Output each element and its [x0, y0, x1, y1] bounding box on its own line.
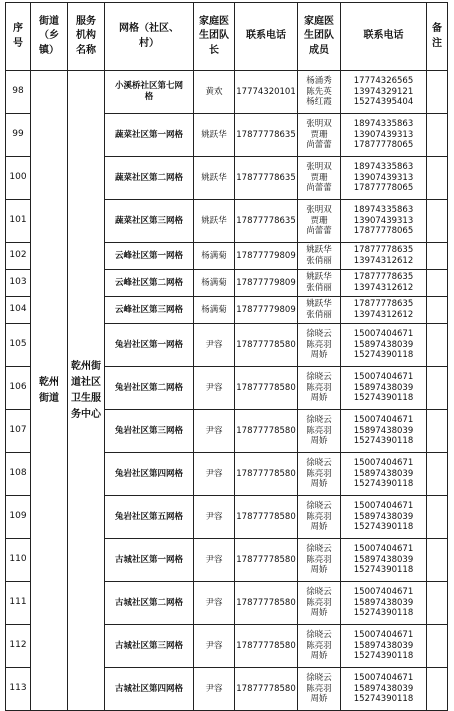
table-row: [6, 71, 448, 114]
cell-seq: 105: [6, 324, 31, 367]
cell-member-phones: [341, 324, 427, 367]
member-name: 周娇: [310, 393, 328, 404]
member-phone: 15897438039: [353, 597, 414, 608]
cell-member-phones: [341, 270, 427, 297]
cell-phone: 17877779809: [235, 243, 298, 270]
member-name: 陈亮羽: [306, 554, 332, 565]
member-phone: 15007404671: [353, 544, 414, 555]
member-phone: 15007404671: [353, 372, 414, 383]
cell-member-phones: [341, 625, 427, 668]
cell-note: [427, 453, 448, 496]
cell-member-phones: [341, 200, 427, 243]
cell-grid: 古城社区第一网格: [105, 539, 194, 582]
cell-member-phones: [341, 243, 427, 270]
cell-members: [298, 297, 341, 324]
cell-phone: 17877778580: [235, 324, 298, 367]
cell-member-phones: [341, 539, 427, 582]
member-phone: 18974335863: [353, 162, 414, 173]
cell-seq: 112: [6, 625, 31, 668]
cell-note: [427, 668, 448, 711]
member-phone: 17877778065: [353, 140, 414, 151]
cell-note: [427, 582, 448, 625]
member-phone: 15274390118: [353, 651, 414, 662]
cell-members: [298, 157, 341, 200]
contact-table: [5, 2, 448, 711]
cell-phone: 17877778580: [235, 582, 298, 625]
cell-note: [427, 324, 448, 367]
member-name: 徐晓云: [306, 415, 332, 426]
cell-leader: 姚跃华: [194, 200, 235, 243]
cell-grid: 古城社区第四网格: [105, 668, 194, 711]
cell-seq: 113: [6, 668, 31, 711]
cell-member-phones: [341, 668, 427, 711]
member-phone: 13907439313: [353, 129, 414, 140]
member-name: 贾珊: [310, 129, 328, 140]
member-name: 周娇: [310, 436, 328, 447]
member-name: 尚蕾蕾: [306, 140, 332, 151]
member-phone: 15274390118: [353, 479, 414, 490]
member-phone: 17877778635: [353, 245, 414, 256]
cell-note: [427, 243, 448, 270]
header-member-phones: 联系电话: [341, 3, 427, 71]
cell-note: [427, 496, 448, 539]
member-name: 徐晓云: [306, 587, 332, 598]
cell-grid: 蔬菜社区第三网格: [105, 200, 194, 243]
cell-member-phones: [341, 297, 427, 324]
cell-leader: 黄欢: [194, 71, 235, 114]
cell-grid: 古城社区第三网格: [105, 625, 194, 668]
cell-phone: 17877778635: [235, 157, 298, 200]
member-phone: 15274390118: [353, 694, 414, 705]
cell-grid: 兔岩社区第五网格: [105, 496, 194, 539]
member-name: 姚跃华: [306, 272, 332, 283]
member-phone: 17877778065: [353, 183, 414, 194]
cell-member-phones: [341, 453, 427, 496]
cell-leader: 杨满菊: [194, 243, 235, 270]
member-name: 周娇: [310, 608, 328, 619]
member-phone: 15897438039: [353, 554, 414, 565]
cell-members: [298, 200, 341, 243]
header-note: 备 注: [427, 3, 448, 71]
member-phone: 18974335863: [353, 119, 414, 130]
cell-phone: 17877778580: [235, 367, 298, 410]
cell-leader: 姚跃华: [194, 157, 235, 200]
member-name: 徐晓云: [306, 329, 332, 340]
member-name: 张明双: [306, 205, 332, 216]
header-leader: 家庭医 生团队 长: [194, 3, 235, 71]
member-name: 徐晓云: [306, 501, 332, 512]
member-phone: 17877778635: [353, 299, 414, 310]
member-phone: 15274390118: [353, 565, 414, 576]
member-name: 陈亮羽: [306, 339, 332, 350]
cell-grid: 云峰社区第二网格: [105, 270, 194, 297]
member-name: 陈亮羽: [306, 511, 332, 522]
member-name: 徐晓云: [306, 458, 332, 469]
member-phone: 17877778065: [353, 226, 414, 237]
cell-center: 乾州街 道社区 卫生服 务中心: [68, 71, 105, 711]
cell-note: [427, 539, 448, 582]
member-name: 徐晓云: [306, 544, 332, 555]
cell-phone: 17877779809: [235, 297, 298, 324]
header-seq: 序 号: [6, 3, 31, 71]
member-phone: 17774326565: [353, 76, 414, 87]
member-phone: 15897438039: [353, 511, 414, 522]
member-name: 周娇: [310, 651, 328, 662]
cell-leader: 尹容: [194, 539, 235, 582]
member-name: 贾珊: [310, 215, 328, 226]
cell-seq: 111: [6, 582, 31, 625]
member-name: 张俏丽: [306, 283, 332, 293]
cell-seq: 107: [6, 410, 31, 453]
member-phone: 15274390118: [353, 393, 414, 404]
member-phone: 15897438039: [353, 339, 414, 350]
cell-grid: 云峰社区第三网格: [105, 297, 194, 324]
cell-members: [298, 270, 341, 297]
cell-member-phones: [341, 157, 427, 200]
cell-leader: 杨满菊: [194, 270, 235, 297]
cell-members: [298, 71, 341, 114]
cell-seq: 106: [6, 367, 31, 410]
member-phone: 15897438039: [353, 468, 414, 479]
member-phone: 13974329121: [353, 86, 414, 97]
cell-phone: 17774320101: [235, 71, 298, 114]
member-phone: 15897438039: [353, 640, 414, 651]
member-phone: 15007404671: [353, 329, 414, 340]
cell-seq: 109: [6, 496, 31, 539]
cell-phone: 17877778580: [235, 410, 298, 453]
member-name: 周娇: [310, 350, 328, 361]
header-row: [6, 3, 448, 71]
member-name: 陈亮羽: [306, 597, 332, 608]
cell-member-phones: [341, 114, 427, 157]
cell-members: [298, 324, 341, 367]
cell-members: [298, 539, 341, 582]
member-name: 张俏丽: [306, 310, 332, 320]
header-street: 街道（乡 镇）: [31, 3, 68, 71]
cell-phone: 17877778635: [235, 114, 298, 157]
cell-phone: 17877779809: [235, 270, 298, 297]
cell-member-phones: [341, 496, 427, 539]
member-phone: 15274390118: [353, 350, 414, 361]
cell-members: [298, 367, 341, 410]
cell-note: [427, 114, 448, 157]
member-name: 周娇: [310, 694, 328, 705]
member-phone: 15274390118: [353, 608, 414, 619]
cell-seq: 108: [6, 453, 31, 496]
cell-seq: 103: [6, 270, 31, 297]
cell-members: [298, 453, 341, 496]
member-name: 张明双: [306, 162, 332, 173]
cell-seq: 101: [6, 200, 31, 243]
cell-phone: 17877778635: [235, 200, 298, 243]
cell-members: [298, 582, 341, 625]
member-name: 陈先英: [306, 86, 332, 97]
member-name: 尚蕾蕾: [306, 183, 332, 194]
member-name: 陈亮羽: [306, 382, 332, 393]
cell-phone: 17877778580: [235, 453, 298, 496]
cell-leader: 尹容: [194, 324, 235, 367]
member-name: 尚蕾蕾: [306, 226, 332, 237]
member-phone: 18974335863: [353, 205, 414, 216]
cell-leader: 尹容: [194, 625, 235, 668]
member-name: 周娇: [310, 479, 328, 490]
cell-grid: 蔬菜社区第一网格: [105, 114, 194, 157]
cell-seq: 98: [6, 71, 31, 114]
member-phone: 13974312612: [353, 310, 414, 320]
cell-grid: 兔岩社区第二网格: [105, 367, 194, 410]
cell-grid: 兔岩社区第一网格: [105, 324, 194, 367]
cell-members: [298, 243, 341, 270]
member-phone: 13974312612: [353, 283, 414, 293]
table-body: [6, 71, 448, 711]
member-phone: 15007404671: [353, 415, 414, 426]
cell-leader: 尹容: [194, 496, 235, 539]
cell-member-phones: [341, 71, 427, 114]
member-name: 陈亮羽: [306, 425, 332, 436]
member-phone: 15274395404: [353, 97, 414, 108]
member-phone: 15007404671: [353, 501, 414, 512]
cell-members: [298, 496, 341, 539]
cell-members: [298, 114, 341, 157]
member-name: 贾珊: [310, 172, 328, 183]
cell-members: [298, 625, 341, 668]
member-phone: 15274390118: [353, 436, 414, 447]
cell-seq: 99: [6, 114, 31, 157]
header-center: 服务 机构 名称: [68, 3, 105, 71]
cell-phone: 17877778580: [235, 625, 298, 668]
cell-note: [427, 367, 448, 410]
cell-note: [427, 410, 448, 453]
cell-phone: 17877778580: [235, 668, 298, 711]
cell-grid: 云峰社区第一网格: [105, 243, 194, 270]
member-phone: 15007404671: [353, 673, 414, 684]
cell-leader: 尹容: [194, 367, 235, 410]
cell-grid: 兔岩社区第四网格: [105, 453, 194, 496]
cell-seq: 110: [6, 539, 31, 582]
cell-grid: 古城社区第二网格: [105, 582, 194, 625]
member-phone: 15007404671: [353, 587, 414, 598]
member-name: 徐晓云: [306, 673, 332, 684]
member-name: 徐晓云: [306, 630, 332, 641]
member-name: 陈亮羽: [306, 468, 332, 479]
member-name: 杨涌秀: [306, 76, 332, 87]
cell-leader: 姚跃华: [194, 114, 235, 157]
member-name: 姚跃华: [306, 245, 332, 256]
cell-note: [427, 625, 448, 668]
cell-member-phones: [341, 367, 427, 410]
cell-note: [427, 297, 448, 324]
cell-leader: 尹容: [194, 453, 235, 496]
member-name: 周娇: [310, 565, 328, 576]
member-phone: 13974312612: [353, 256, 414, 266]
cell-note: [427, 270, 448, 297]
header-grid: 网格（社区、 村）: [105, 3, 194, 71]
cell-leader: 尹容: [194, 668, 235, 711]
member-phone: 15897438039: [353, 382, 414, 393]
member-phone: 15897438039: [353, 425, 414, 436]
member-name: 陈亮羽: [306, 640, 332, 651]
member-name: 杨红霞: [306, 97, 332, 108]
cell-leader: 尹容: [194, 410, 235, 453]
header-members: 家庭医 生团队 成员: [298, 3, 341, 71]
cell-member-phones: [341, 582, 427, 625]
cell-note: [427, 71, 448, 114]
cell-members: [298, 410, 341, 453]
member-phone: 13907439313: [353, 215, 414, 226]
member-name: 姚跃华: [306, 299, 332, 310]
member-name: 张俏丽: [306, 256, 332, 266]
cell-note: [427, 157, 448, 200]
cell-members: [298, 668, 341, 711]
member-phone: 15007404671: [353, 630, 414, 641]
cell-grid: 蔬菜社区第二网格: [105, 157, 194, 200]
member-name: 陈亮羽: [306, 683, 332, 694]
member-phone: 15007404671: [353, 458, 414, 469]
cell-phone: 17877778580: [235, 496, 298, 539]
cell-seq: 104: [6, 297, 31, 324]
cell-grid: 兔岩社区第三网格: [105, 410, 194, 453]
member-phone: 13907439313: [353, 172, 414, 183]
cell-note: [427, 200, 448, 243]
header-phone: 联系电话: [235, 3, 298, 71]
cell-grid: 小溪桥社区第七网 格: [105, 71, 194, 114]
cell-member-phones: [341, 410, 427, 453]
member-name: 张明双: [306, 119, 332, 130]
member-phone: 15274390118: [353, 522, 414, 533]
cell-seq: 100: [6, 157, 31, 200]
cell-phone: 17877778580: [235, 539, 298, 582]
member-name: 徐晓云: [306, 372, 332, 383]
member-name: 周娇: [310, 522, 328, 533]
member-phone: 17877778635: [353, 272, 414, 283]
cell-street: 乾州 街道: [31, 71, 68, 711]
member-phone: 15897438039: [353, 683, 414, 694]
cell-leader: 杨满菊: [194, 297, 235, 324]
cell-seq: 102: [6, 243, 31, 270]
cell-leader: 尹容: [194, 582, 235, 625]
